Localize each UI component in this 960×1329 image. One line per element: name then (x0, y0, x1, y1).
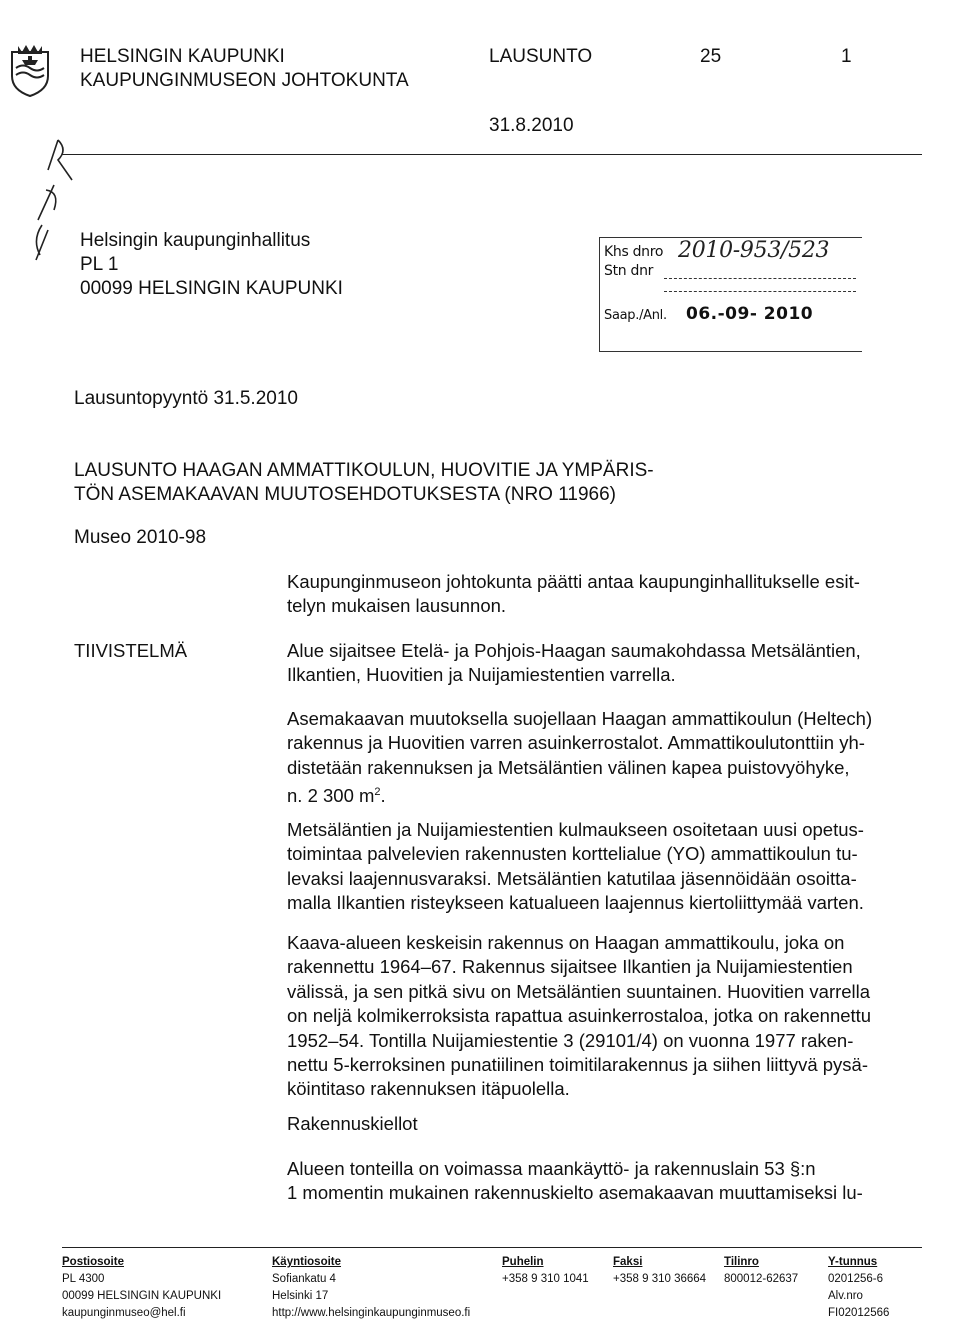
footer-phone (502, 1254, 589, 1288)
footer-business-id (828, 1254, 889, 1322)
document-date: 31.8.2010 (489, 115, 574, 136)
footer-fax (613, 1254, 706, 1288)
handwritten-margin-mark (28, 130, 80, 270)
footer-line: +358 9 310 1041 (502, 1273, 589, 1285)
building-ban-paragraph (287, 1157, 917, 1206)
text-line: Alueen tonteilla on voimassa maankäyttö- ja rakennuslain 53 §:n (287, 1158, 816, 1179)
footer-line: Alv.nro (828, 1290, 863, 1302)
footer-line: FI02012566 (828, 1307, 890, 1319)
org-name-line2: KAUPUNGINMUSEON JOHTOKUNTA (80, 70, 409, 91)
footer-heading: Käyntiosoite (272, 1256, 342, 1268)
header-divider (62, 154, 922, 155)
summary-label: TIIVISTELMÄ (74, 640, 188, 661)
decision-line1: Kaupunginmuseon johtokunta päätti antaa kaupunginhallitukselle esit- (287, 571, 860, 592)
footer-postal-address (62, 1254, 221, 1322)
stamp-stn-label: Stn dnr (604, 263, 654, 279)
text-line: rakennettu 1964–67. Rakennus sijaitsee Ilkantien ja Nuijamiestentien (287, 956, 853, 978)
footer-website: http://www.helsinginkaupunginmuseo.fi (272, 1307, 471, 1319)
text-line: nettu 5-kerroksinen punatiilinen toimitilarakennus ja siihen liittyvä pysä- (287, 1054, 868, 1076)
footer-line: Sofiankatu 4 (272, 1273, 336, 1285)
area-value: n. 2 300 m (287, 785, 375, 807)
footer-line: 0201256-6 (828, 1273, 883, 1285)
footer-divider (62, 1247, 922, 1248)
decision-paragraph (287, 570, 917, 619)
text-line (287, 780, 917, 809)
period: . (380, 785, 386, 807)
footer-line: PL 4300 (62, 1273, 105, 1285)
text-line: välissä, ja sen pitkä sivu on Metsäläntien suuntainen. Huovitien varrella (287, 980, 871, 1002)
text-line: rakennus ja Huovitien varren asuinkerrostalot. Ammattikoulutonttiin yh- (287, 732, 865, 754)
helsinki-coat-of-arms-logo (8, 42, 52, 98)
recipient-line2: PL 1 (80, 254, 119, 275)
text-line: Kaava-alueen keskeisin rakennus on Haagan ammattikoulu, joka on (287, 932, 845, 953)
footer-visiting-address (272, 1254, 470, 1322)
summary-paragraph-2 (287, 707, 917, 809)
area-unit-superscript: 2 (374, 786, 381, 799)
summary-paragraph-1 (287, 639, 917, 688)
footer-heading: Postiosoite (62, 1256, 124, 1268)
footer-heading: Tilinro (724, 1256, 759, 1268)
recipient-line3: 00099 HELSINGIN KAUPUNKI (80, 278, 343, 299)
registry-stamp (599, 237, 862, 352)
stamp-dashed-line (664, 278, 856, 279)
stamp-received-date: 06.-09- 2010 (686, 304, 814, 324)
org-name-line1: HELSINGIN KAUPUNKI (80, 46, 285, 67)
request-reference: Lausuntopyyntö 31.5.2010 (74, 388, 298, 409)
text-line: Alue sijaitsee Etelä- ja Pohjois-Haagan saumakohdassa Metsäläntien, (287, 640, 861, 661)
text-line: Metsäläntien ja Nuijamiestentien kulmaukseen osoitetaan uusi opetus- (287, 819, 864, 840)
text-line: malla Ilkantien risteykseen katualueen laajennus kiertoliittymää varten. (287, 892, 864, 914)
text-line: toimintaa palvelevien rakennusten korttelialue (YO) ammattikoulun tu- (287, 843, 858, 865)
stamp-saap-label: Saap./Anl. (604, 308, 667, 323)
stamp-dashed-line (664, 291, 856, 292)
footer-account (724, 1254, 798, 1288)
text-line: levaksi laajennusvaraksi. Metsäläntien katutilaa jäsennöidään osoitta- (287, 867, 857, 889)
footer-heading: Y-tunnus (828, 1256, 878, 1268)
text-line: köintitaso rakennuksen itäpuolella. (287, 1078, 570, 1100)
text-line: on neljä kolmikerroksista rapattua asuinkerrostaloa, jotka on rakennettu (287, 1005, 872, 1027)
footer-line: Helsinki 17 (272, 1290, 329, 1302)
text-line: Ilkantien, Huovitien ja Nuijamiestentien varrella. (287, 664, 676, 686)
footer-heading: Faksi (613, 1256, 643, 1268)
decision-line2: telyn mukaisen lausunnon. (287, 595, 507, 617)
footer-email: kaupunginmuseo@hel.fi (62, 1307, 186, 1319)
summary-paragraph-4 (287, 931, 917, 1102)
stamp-khs-label: Khs dnro (604, 244, 664, 260)
text-line: distetään rakennuksen ja Metsäläntien välinen kapea puistovyöhyke, (287, 756, 850, 778)
section-heading-building-bans: Rakennuskiellot (287, 1113, 418, 1134)
page-number: 1 (841, 46, 852, 67)
footer-line: 00099 HELSINGIN KAUPUNKI (62, 1290, 222, 1302)
document-type: LAUSUNTO (489, 46, 593, 67)
text-line: Asemakaavan muutoksella suojellaan Haagan ammattikoulun (Heltech) (287, 708, 873, 729)
text-line: 1 momentin mukainen rakennuskielto asemakaavan muuttamiseksi lu- (287, 1182, 863, 1204)
museum-reference: Museo 2010-98 (74, 527, 207, 548)
statement-title-line1: LAUSUNTO HAAGAN AMMATTIKOULUN, HUOVITIE JA YMPÄRIS- (74, 460, 654, 481)
footer-line: +358 9 310 36664 (613, 1273, 707, 1285)
recipient-line1: Helsingin kaupunginhallitus (80, 230, 311, 251)
summary-paragraph-3 (287, 818, 917, 916)
document-number: 25 (700, 46, 722, 67)
text-line: 1952–54. Tontilla Nuijamiestentie 3 (29101/4) on vuonna 1977 raken- (287, 1029, 854, 1051)
footer-line: 800012-62637 (724, 1273, 799, 1285)
stamp-khs-value: 2010-953/523 (678, 238, 830, 263)
footer-heading: Puhelin (502, 1256, 544, 1268)
statement-title-line2: TÖN ASEMAKAAVAN MUUTOSEHDOTUKSESTA (NRO 11966) (74, 484, 616, 505)
